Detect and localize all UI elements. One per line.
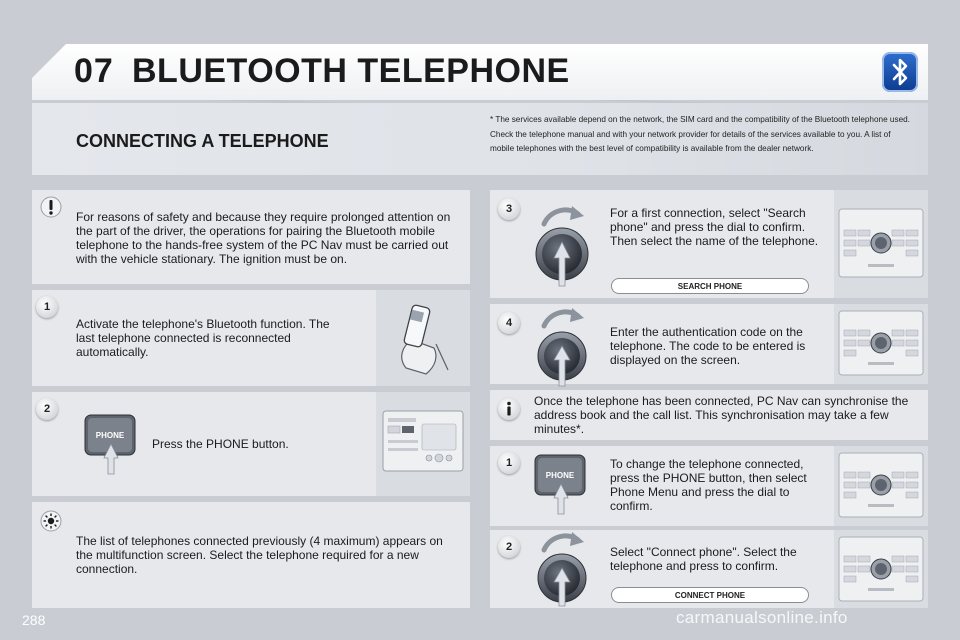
- page-number: 288: [22, 612, 46, 628]
- sun-icon: [40, 510, 62, 532]
- rotary-dial-icon: [532, 306, 596, 388]
- mobile-phone-icon: [392, 300, 454, 378]
- search-phone-label: SEARCH PHONE: [611, 278, 809, 294]
- step-number: 1: [498, 452, 520, 474]
- chapter-number: 07: [74, 52, 114, 90]
- radio-unit-icon: [382, 410, 464, 472]
- radio-unit-icon: [838, 536, 924, 602]
- phone-button-label: PHONE: [545, 471, 575, 480]
- phone-button-icon: [84, 414, 138, 476]
- step-1b-text: To change the telephone connected, press the PHONE button, then select Phone Menu and press the dial to confirm.: [610, 457, 807, 513]
- rotary-dial-icon: [532, 202, 596, 288]
- connect-phone-label: CONNECT PHONE: [611, 587, 809, 603]
- step-4-text: Enter the authentication code on the telephone. The code to be entered is displayed on the screen.: [610, 325, 806, 367]
- step-number: 3: [498, 198, 520, 220]
- step-1-text: Activate the telephone's Bluetooth function. The last telephone connected is reconnected automatically.: [76, 317, 330, 359]
- radio-unit-icon: [838, 208, 924, 278]
- section-title: CONNECTING A TELEPHONE: [76, 131, 329, 151]
- footnote: * The services available depend on the network, the SIM card and the compatibility of the Bluetooth telephone used. Check the telephone manual and with your network provider for details of the services available to you. A list of mobile telephones with the best level of compatibility is available from the dealer network.: [490, 115, 910, 154]
- step-3-text: For a first connection, select "Search phone" and press the dial to confirm. Then select the name of the telephone.: [610, 206, 819, 248]
- step-number: 1: [36, 296, 58, 318]
- phone-button-icon: [534, 454, 588, 516]
- step-2b-text: Select "Connect phone". Select the telephone and press to confirm.: [610, 545, 797, 573]
- watermark: carmanualsonline.info: [676, 608, 848, 627]
- rotary-dial-icon: [532, 532, 596, 608]
- info-text: Once the telephone has been connected, PC Nav can synchronise the address book and the call list. This synchronisation may take a few minutes*.: [534, 394, 909, 436]
- exclamation-icon: [40, 196, 62, 218]
- warning-text: For reasons of safety and because they require prolonged attention on the part of the driver, the operations for pairing the Bluetooth mobile telephone to the hands-free system of the PC Nav must be carried out with the vehicle stationary. The ignition must be on.: [76, 210, 451, 266]
- info-icon: [498, 398, 520, 420]
- radio-unit-icon: [838, 310, 924, 376]
- phone-button-label: PHONE: [95, 431, 125, 440]
- bluetooth-icon: [882, 52, 918, 92]
- step-number: 2: [498, 536, 520, 558]
- radio-unit-icon: [838, 452, 924, 518]
- step-number: 2: [36, 398, 58, 420]
- step-2-text: Press the PHONE button.: [152, 437, 289, 451]
- step-number: 4: [498, 312, 520, 334]
- tip-text: The list of telephones connected previously (4 maximum) appears on the multifunction screen. Select the telephone required for a new connection.: [76, 534, 443, 576]
- chapter-title: BLUETOOTH TELEPHONE: [132, 52, 570, 90]
